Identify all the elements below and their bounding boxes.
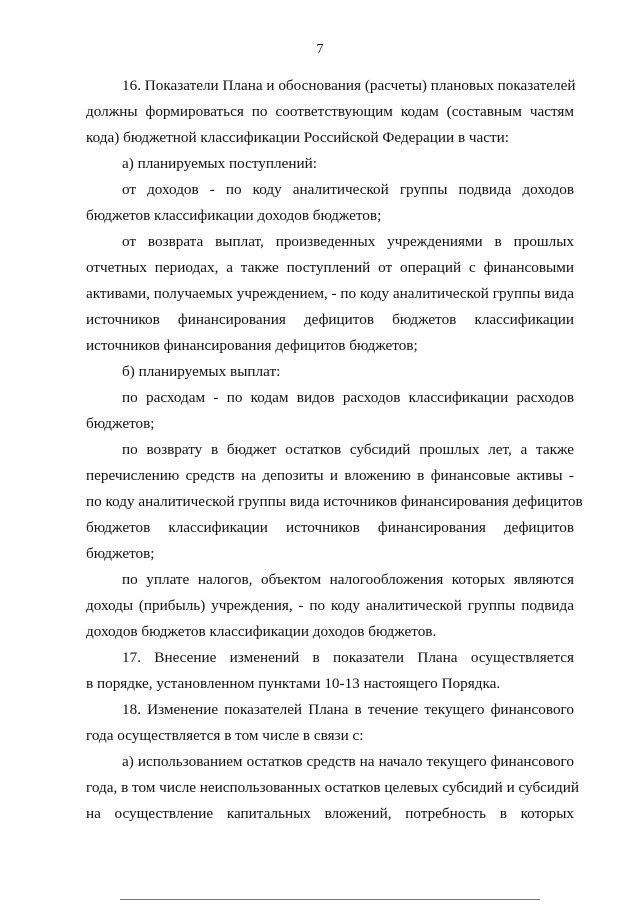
text-line: на осуществление капитальных вложений, потребность в которых [86,805,574,822]
text-line: отчетных периодах, а также поступлений от операций с финансовыми [86,259,574,276]
paragraph-item-a-receipts [86,151,574,177]
paragraph-return-subsidies [86,437,583,567]
scan-edge-line [120,899,540,900]
text-line: 16. Показатели Плана и обоснования (расчеты) плановых показателей [122,77,576,94]
text-line: а) планируемых поступлений: [122,155,317,172]
text-line: по расходам - по кодам видов расходов классификации расходов [122,389,574,406]
paragraph-expenses [86,385,574,437]
text-line: бюджетов классификации доходов бюджетов; [86,207,382,224]
text-line: активами, получаемых учреждением, - по коду аналитической группы вида [86,285,574,302]
text-line: перечислению средств на депозиты и вложению в финансовые активы - [86,467,574,484]
text-line: года, в том числе неиспользованных остатков целевых субсидий и субсидий [86,779,580,796]
text-line: должны формироваться по соответствующим кодам (составным частям [86,103,574,120]
text-line: доходов бюджетов классификации доходов бюджетов. [86,623,437,640]
text-line: кода) бюджетной классификации Российской Федерации в части: [86,129,510,146]
paragraph-from-income [86,177,574,229]
text-line: источников финансирования дефицитов бюджетов; [86,337,418,354]
text-line: 17. Внесение изменений в показатели Плана осуществляется [122,649,574,666]
text-line: от возврата выплат, произведенных учреждениями в прошлых [122,233,574,250]
paragraph-18 [86,697,574,749]
text-line: бюджетов; [86,415,155,432]
text-line: б) планируемых выплат: [122,363,281,380]
paragraph-taxes [86,567,574,645]
text-line: по коду аналитической группы вида источников финансирования дефицитов [86,493,583,510]
text-line: по возврату в бюджет остатков субсидий прошлых лет, а также [122,441,574,458]
page-number: 7 [316,42,324,57]
paragraph-from-return [86,229,574,359]
text-line: от доходов - по коду аналитической группы подвида доходов [122,181,574,198]
text-line: источников финансирования дефицитов бюджетов классификации [86,311,574,328]
text-line: года осуществляется в том числе в связи с: [86,727,364,744]
text-line: доходы (прибыль) учреждения, - по коду аналитической группы подвида [86,597,574,614]
paragraph-item-b-payments [86,359,574,385]
paragraph-17 [86,645,574,697]
text-line: по уплате налогов, объектом налогообложения которых являются [122,571,574,588]
text-line: а) использованием остатков средств на начало текущего финансового [122,753,574,770]
text-line: бюджетов; [86,545,155,562]
text-line: бюджетов классификации источников финансирования дефицитов [86,519,574,536]
paragraph-18-item-a [86,749,580,827]
text-line: в порядке, установленном пунктами 10-13 настоящего Порядка. [86,675,501,692]
text-line: 18. Изменение показателей Плана в течение текущего финансового [122,701,574,718]
document-body [86,73,583,827]
paragraph-16 [86,73,574,151]
